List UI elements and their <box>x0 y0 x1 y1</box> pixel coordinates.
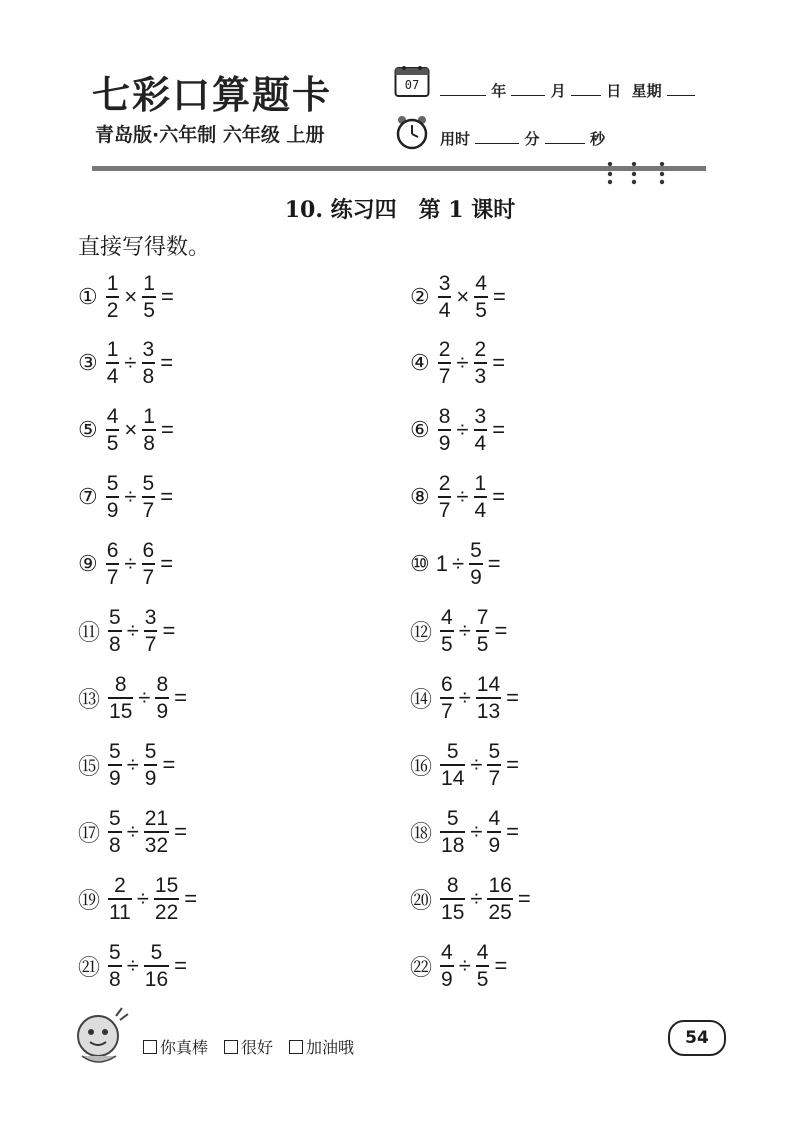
denominator: 7 <box>488 767 501 790</box>
rating-label: 你真棒 <box>160 1038 209 1057</box>
equals-sign: = <box>487 551 501 576</box>
svg-text:07: 07 <box>404 78 420 92</box>
fraction-bar <box>144 831 169 833</box>
numerator: 6 <box>441 673 453 696</box>
problem-item <box>410 803 522 861</box>
equals-sign: = <box>160 284 174 309</box>
fraction <box>487 741 501 789</box>
fraction <box>144 808 169 856</box>
operator: ÷ <box>126 618 139 643</box>
denominator: 7 <box>142 499 155 522</box>
fraction <box>108 875 132 923</box>
numerator: 5 <box>109 606 121 629</box>
fraction <box>108 674 133 722</box>
numerator: 3 <box>474 405 487 428</box>
fraction <box>106 406 120 454</box>
denominator: 5 <box>475 299 487 322</box>
operator: ÷ <box>458 953 471 978</box>
fraction-bar <box>108 965 122 967</box>
fraction <box>108 942 122 990</box>
denominator: 9 <box>438 432 451 455</box>
operator: ÷ <box>138 685 151 710</box>
time-used-label: 用时 <box>440 130 471 148</box>
problem-number: ㉑ <box>78 954 101 980</box>
operator: ÷ <box>456 350 469 375</box>
denominator: 22 <box>154 901 179 924</box>
fraction <box>440 875 465 923</box>
problem-number: ⑭ <box>410 686 433 712</box>
fraction <box>474 339 488 387</box>
problem-number: ⑮ <box>78 753 101 779</box>
numerator: 6 <box>106 539 119 562</box>
denominator: 7 <box>142 566 155 589</box>
denominator: 5 <box>441 633 453 656</box>
problem-item <box>78 334 176 392</box>
operator: ÷ <box>126 752 139 777</box>
numerator: 3 <box>438 272 451 295</box>
rating-label: 加油哦 <box>306 1038 355 1057</box>
denominator: 8 <box>142 365 155 388</box>
rating-label: 很好 <box>241 1038 274 1057</box>
problem-item <box>78 602 178 660</box>
fraction-bar <box>144 965 169 967</box>
fraction-bar <box>438 429 452 431</box>
denominator: 7 <box>441 700 453 723</box>
denominator: 18 <box>441 834 465 857</box>
operator: × <box>124 417 138 442</box>
denominator: 7 <box>144 633 157 656</box>
fraction <box>438 406 452 454</box>
fraction-bar <box>155 697 169 699</box>
problem-item <box>78 268 177 326</box>
fraction <box>440 674 454 722</box>
fraction-bar <box>106 362 120 364</box>
fraction-bar <box>106 429 120 431</box>
fraction <box>438 273 452 321</box>
problem-item <box>410 870 534 928</box>
numerator: 5 <box>144 740 157 763</box>
fraction <box>469 540 483 588</box>
problem-number: ⑪ <box>78 619 101 645</box>
fraction <box>142 473 156 521</box>
numerator: 16 <box>488 874 512 897</box>
problem-item <box>78 669 190 727</box>
denominator: 9 <box>488 834 501 857</box>
fraction-bar <box>474 296 488 298</box>
equals-sign: = <box>517 886 531 911</box>
equals-sign: = <box>492 484 506 509</box>
problem-number: ⑩ <box>410 551 430 576</box>
problem-item <box>78 535 176 593</box>
fraction <box>106 273 120 321</box>
operator: ÷ <box>124 350 137 375</box>
denominator: 9 <box>156 700 169 723</box>
denominator: 7 <box>106 566 119 589</box>
equals-sign: = <box>494 618 508 643</box>
fraction <box>108 607 122 655</box>
equals-sign: = <box>162 752 176 777</box>
denominator: 5 <box>476 633 489 656</box>
equals-sign: = <box>174 819 187 844</box>
fraction <box>154 875 179 923</box>
fraction <box>476 942 490 990</box>
operator: ÷ <box>470 886 483 911</box>
fraction <box>438 339 452 387</box>
rating-option[interactable] <box>143 1035 208 1058</box>
problem-item <box>78 736 178 794</box>
numerator: 7 <box>476 606 489 629</box>
weekday-label: 星期 <box>631 82 662 100</box>
fraction <box>144 607 158 655</box>
operator: ÷ <box>470 752 483 777</box>
rating-checkbox[interactable] <box>289 1040 303 1054</box>
equals-sign: = <box>492 350 506 375</box>
fraction <box>108 808 122 856</box>
rating-checkbox[interactable] <box>224 1040 238 1054</box>
problem-item <box>410 268 509 326</box>
problem-number: ⑯ <box>410 753 433 779</box>
denominator: 5 <box>106 432 119 455</box>
numerator: 5 <box>150 941 163 964</box>
fraction <box>142 273 156 321</box>
operator: ÷ <box>470 819 483 844</box>
rating-checkbox[interactable] <box>143 1040 157 1054</box>
denominator: 32 <box>144 834 169 857</box>
denominator: 5 <box>476 968 489 991</box>
denominator: 9 <box>470 566 482 589</box>
denominator: 8 <box>143 432 155 455</box>
problem-number: ⑬ <box>78 686 101 712</box>
problem-item <box>410 334 508 392</box>
day-label: 日 <box>606 82 622 100</box>
denominator: 25 <box>488 901 512 924</box>
problem-number: ① <box>78 284 98 309</box>
numerator: 4 <box>441 606 453 629</box>
numerator: 2 <box>114 874 126 897</box>
problem-item <box>410 401 508 459</box>
fraction <box>108 741 122 789</box>
denominator: 13 <box>476 700 501 723</box>
problem-item <box>410 736 522 794</box>
fraction-bar <box>108 697 133 699</box>
fraction-bar <box>108 630 122 632</box>
fraction <box>144 741 158 789</box>
equals-sign: = <box>506 685 519 710</box>
fraction <box>474 273 488 321</box>
fraction-bar <box>438 362 452 364</box>
operator: ÷ <box>458 618 471 643</box>
numerator: 6 <box>142 539 155 562</box>
numerator: 5 <box>109 941 121 964</box>
fraction <box>474 473 488 521</box>
numerator: 5 <box>470 539 482 562</box>
numerator: 2 <box>438 472 451 495</box>
problem-number: ⑥ <box>410 417 430 442</box>
numerator: 8 <box>438 405 451 428</box>
problem-number: ⑨ <box>78 551 98 576</box>
fraction <box>487 875 512 923</box>
equals-sign: = <box>506 819 519 844</box>
lesson-title: 10. 练习四 第 1 课时 <box>284 197 516 223</box>
denominator: 7 <box>438 365 451 388</box>
problem-item <box>78 803 190 861</box>
year-label: 年 <box>491 82 507 100</box>
edition-label: 青岛版·六年制 六年级 上册 <box>95 124 325 146</box>
problem-number: ⑱ <box>410 820 433 846</box>
minutes-label: 分 <box>524 130 540 148</box>
fraction <box>438 473 452 521</box>
rating-option[interactable] <box>289 1035 354 1058</box>
numerator: 1 <box>474 472 487 495</box>
numerator: 4 <box>475 272 487 295</box>
fraction <box>440 942 454 990</box>
fraction-bar <box>142 362 156 364</box>
denominator: 5 <box>143 299 155 322</box>
problem-item <box>78 937 190 995</box>
denominator: 4 <box>474 432 487 455</box>
fraction-bar <box>487 831 501 833</box>
numerator: 1 <box>106 272 119 295</box>
problem-item <box>78 468 176 526</box>
denominator: 9 <box>109 767 121 790</box>
fraction <box>155 674 169 722</box>
fraction-bar <box>440 630 454 632</box>
fraction-bar <box>440 697 454 699</box>
numerator: 5 <box>109 740 121 763</box>
denominator: 4 <box>106 365 119 388</box>
problem-item <box>410 468 508 526</box>
problem-number: ⑤ <box>78 417 98 442</box>
fraction <box>487 808 501 856</box>
numerator: 8 <box>446 874 459 897</box>
fraction <box>142 540 156 588</box>
fraction <box>440 741 465 789</box>
fraction-bar <box>438 296 452 298</box>
fraction-bar <box>142 563 156 565</box>
numerator: 3 <box>142 338 155 361</box>
fraction-bar <box>474 362 488 364</box>
numerator: 4 <box>106 405 119 428</box>
denominator: 9 <box>144 767 157 790</box>
fraction-bar <box>487 764 501 766</box>
denominator: 11 <box>109 901 131 924</box>
problem-item <box>410 535 504 593</box>
numerator: 4 <box>476 941 489 964</box>
denominator: 3 <box>474 365 487 388</box>
numerator: 1 <box>143 272 155 295</box>
fraction-bar <box>440 831 465 833</box>
fraction-bar <box>440 764 465 766</box>
equals-sign: = <box>492 417 506 442</box>
problem-item <box>78 401 177 459</box>
fraction-bar <box>142 296 156 298</box>
equals-sign: = <box>174 953 187 978</box>
denominator: 4 <box>474 499 487 522</box>
operator: ÷ <box>124 484 137 509</box>
month-label: 月 <box>550 82 566 100</box>
numerator: 5 <box>106 472 119 495</box>
numerator: 3 <box>144 606 157 629</box>
numerator: 5 <box>109 807 121 830</box>
numerator: 5 <box>446 807 459 830</box>
fraction <box>440 808 465 856</box>
fraction-bar <box>469 563 483 565</box>
problem-number: ⑲ <box>78 887 101 913</box>
denominator: 9 <box>106 499 119 522</box>
operator: ÷ <box>456 484 469 509</box>
fraction <box>476 674 501 722</box>
equals-sign: = <box>506 752 519 777</box>
fraction-bar <box>106 296 120 298</box>
equals-sign: = <box>160 551 174 576</box>
brand-title: 七彩口算题卡 <box>92 72 333 117</box>
numerator: 4 <box>441 941 453 964</box>
problem-number: ④ <box>410 350 430 375</box>
problem-item <box>410 602 510 660</box>
fraction-bar <box>476 630 490 632</box>
numerator: 4 <box>488 807 501 830</box>
numerator: 8 <box>156 673 169 696</box>
denominator: 2 <box>106 299 119 322</box>
equals-sign: = <box>492 284 506 309</box>
numerator: 2 <box>438 338 451 361</box>
numerator: 8 <box>114 673 127 696</box>
page-number: 54 <box>668 1020 726 1056</box>
problem-number: ⑫ <box>410 619 433 645</box>
numerator: 5 <box>142 472 155 495</box>
numerator: 1 <box>106 338 119 361</box>
fraction-bar <box>108 898 132 900</box>
numerator: 14 <box>476 673 501 696</box>
denominator: 8 <box>109 834 121 857</box>
problem-number: ⑧ <box>410 484 430 509</box>
equals-sign: = <box>160 484 174 509</box>
equals-sign: = <box>160 350 174 375</box>
problem-number: ⑰ <box>78 820 101 846</box>
numerator: 15 <box>154 874 179 897</box>
equals-sign: = <box>174 685 187 710</box>
rating-option[interactable] <box>224 1035 273 1058</box>
fraction-bar <box>440 898 465 900</box>
fraction-bar <box>106 563 120 565</box>
operator: × <box>124 284 138 309</box>
fraction-bar <box>487 898 512 900</box>
equals-sign: = <box>494 953 508 978</box>
denominator: 4 <box>438 299 451 322</box>
equals-sign: = <box>162 618 176 643</box>
fraction-bar <box>476 697 501 699</box>
operator: ÷ <box>451 551 465 576</box>
problem-number: ⑦ <box>78 484 98 509</box>
numerator: 5 <box>488 740 501 763</box>
numerator: 5 <box>446 740 459 763</box>
instruction-text: 直接写得数。 <box>78 235 211 260</box>
fraction-bar <box>440 965 454 967</box>
operator: ÷ <box>458 685 471 710</box>
fraction-bar <box>438 496 452 498</box>
problem-item <box>410 937 510 995</box>
fraction-bar <box>474 429 488 431</box>
fraction-bar <box>144 764 158 766</box>
fraction <box>106 339 120 387</box>
operator: ÷ <box>456 417 469 442</box>
denominator: 7 <box>438 499 451 522</box>
fraction-bar <box>474 496 488 498</box>
problem-number: ③ <box>78 350 98 375</box>
fraction-bar <box>476 965 490 967</box>
fraction <box>106 473 120 521</box>
denominator: 8 <box>109 633 121 656</box>
operator: ÷ <box>136 886 149 911</box>
fraction-bar <box>142 496 156 498</box>
numerator: 1 <box>143 405 155 428</box>
problem-number: ⑳ <box>410 887 433 913</box>
problem-number: ② <box>410 284 430 309</box>
fraction-bar <box>144 630 158 632</box>
operator: ÷ <box>126 819 139 844</box>
fraction <box>142 406 156 454</box>
seconds-label: 秒 <box>589 130 605 148</box>
fraction-bar <box>106 496 120 498</box>
denominator: 15 <box>109 700 133 723</box>
fraction-bar <box>142 429 156 431</box>
operator: ÷ <box>126 953 139 978</box>
cartoon-mascot-icon <box>68 1006 134 1072</box>
problem-number: ㉒ <box>410 954 433 980</box>
fraction <box>440 607 454 655</box>
operator: × <box>456 284 470 309</box>
fraction <box>474 406 488 454</box>
denominator: 16 <box>144 968 169 991</box>
fraction <box>476 607 490 655</box>
fraction <box>142 339 156 387</box>
whole-number: 1 <box>435 551 448 576</box>
denominator: 14 <box>441 767 465 790</box>
problem-item <box>78 870 200 928</box>
denominator: 9 <box>441 968 453 991</box>
denominator: 15 <box>441 901 465 924</box>
problem-item <box>410 669 522 727</box>
equals-sign: = <box>184 886 198 911</box>
fraction-bar <box>154 898 179 900</box>
numerator: 2 <box>474 338 487 361</box>
numerator: 21 <box>144 807 169 830</box>
fraction <box>144 942 169 990</box>
self-rating-row <box>143 1035 354 1058</box>
fraction-bar <box>108 764 122 766</box>
equals-sign: = <box>160 417 174 442</box>
fraction-bar <box>108 831 122 833</box>
operator: ÷ <box>124 551 137 576</box>
denominator: 8 <box>109 968 121 991</box>
fraction <box>106 540 120 588</box>
